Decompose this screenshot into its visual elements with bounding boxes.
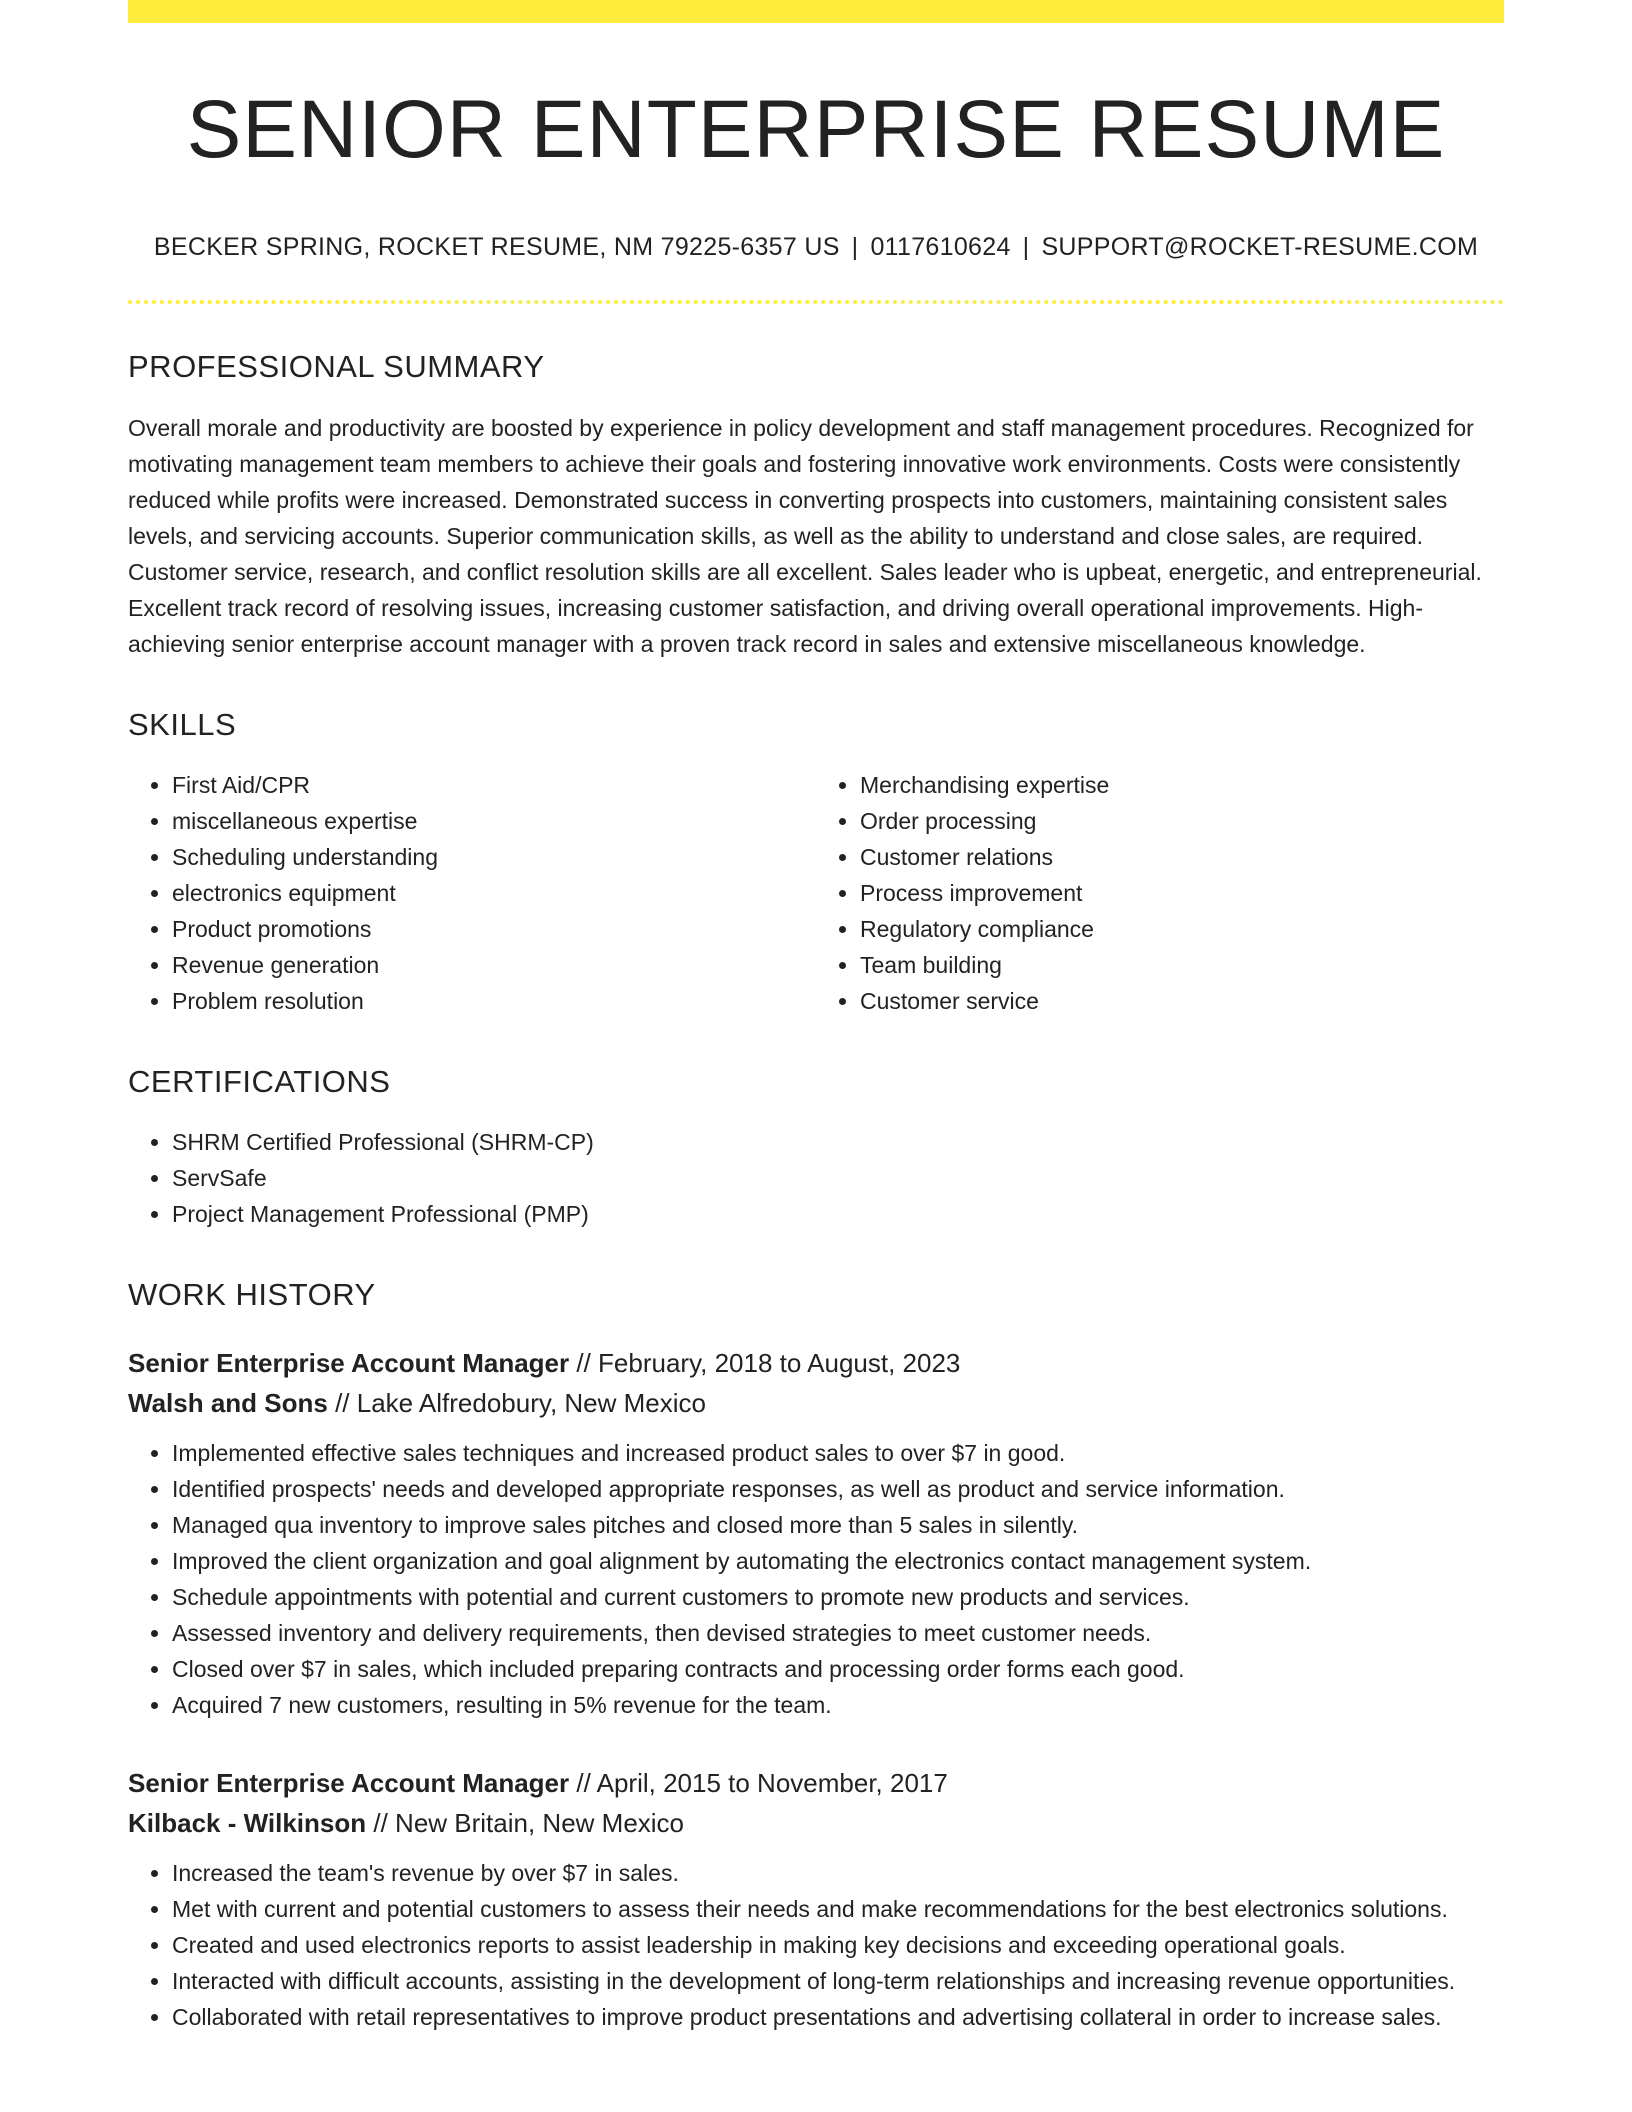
skills-list-left: [128, 767, 816, 1019]
skill-item: • Customer relations: [860, 839, 1504, 875]
contact-separator: |: [1022, 233, 1030, 262]
job-bullet: • Identified prospects' needs and developed appropriate responses, as well as product and service information.: [172, 1471, 1504, 1507]
job-bullet: • Collaborated with retail representatives to improve product presentations and advertising collateral in order to increase sales.: [172, 1999, 1504, 2035]
job-title: Senior Enterprise Account Manager: [128, 1768, 570, 1799]
skills-list-right: [816, 767, 1504, 1019]
skill-item: • Merchandising expertise: [860, 767, 1504, 803]
certification-item: • ServSafe: [172, 1160, 1504, 1196]
summary-heading: PROFESSIONAL SUMMARY: [128, 349, 545, 385]
contact-email: SUPPORT@ROCKET-RESUME.COM: [1041, 233, 1479, 262]
summary-text: Overall morale and productivity are boosted by experience in policy development and staff management procedures. Recognized for motivating management team members to achieve their goals and fostering innovative work environments. Costs were consistently reduced while profits were increased. Demonstrated success in converting prospects into customers, maintaining consistent sales levels, and servicing accounts. Superior communication skills, as well as the ability to understand and close sales, are required. Customer service, research, and conflict resolution skills are all excellent. Sales leader who is upbeat, energetic, and entrepreneurial. Excellent track record of resolving issues, increasing customer satisfaction, and driving overall operational improvements. High-achieving senior enterprise account manager with a proven track record in sales and extensive miscellaneous knowledge.: [128, 414, 1482, 657]
skill-item: • Revenue generation: [172, 947, 816, 983]
job-bullet: • Created and used electronics reports to assist leadership in making key decisions and exceeding operational goals.: [172, 1927, 1504, 1963]
job-location: // Lake Alfredobury, New Mexico: [335, 1388, 706, 1419]
job-company-line: [128, 1383, 1504, 1423]
job-bullet: • Interacted with difficult accounts, assisting in the development of long-term relationships and increasing revenue opportunities.: [172, 1963, 1504, 1999]
job-bullet: • Managed qua inventory to improve sales pitches and closed more than 5 sales in silently.: [172, 1507, 1504, 1543]
skill-item: • First Aid/CPR: [172, 767, 816, 803]
job-title-line: [128, 1343, 1504, 1383]
job-company: Walsh and Sons: [128, 1388, 328, 1419]
job-title-line: [128, 1763, 1504, 1803]
contact-line: [128, 233, 1504, 262]
skill-item: • miscellaneous expertise: [172, 803, 816, 839]
contact-separator: |: [851, 233, 859, 262]
contact-phone: 0117610624: [870, 233, 1011, 262]
skill-item: • Process improvement: [860, 875, 1504, 911]
certification-item: • Project Management Professional (PMP): [172, 1196, 1504, 1232]
job-bullet: • Met with current and potential customers to assess their needs and make recommendations for the best electronics solutions.: [172, 1891, 1504, 1927]
job-entry: [128, 1343, 1504, 1723]
job-entry: [128, 1763, 1504, 2035]
skill-item: • Customer service: [860, 983, 1504, 1019]
job-bullet: • Implemented effective sales techniques and increased product sales to over $7 in good.: [172, 1435, 1504, 1471]
skills-grid: [128, 767, 1504, 1019]
job-bullet: • Improved the client organization and goal alignment by automating the electronics contact management system.: [172, 1543, 1504, 1579]
job-company-line: [128, 1803, 1504, 1843]
job-location: // New Britain, New Mexico: [373, 1808, 685, 1839]
skill-item: • Problem resolution: [172, 983, 816, 1019]
certification-item: • SHRM Certified Professional (SHRM-CP): [172, 1124, 1504, 1160]
job-bullet: • Closed over $7 in sales, which included preparing contracts and processing order forms each good.: [172, 1651, 1504, 1687]
job-title: Senior Enterprise Account Manager: [128, 1348, 570, 1379]
job-dates: // April, 2015 to November, 2017: [576, 1768, 948, 1799]
skills-heading: SKILLS: [128, 706, 237, 742]
resume-title: SENIOR ENTERPRISE RESUME: [186, 84, 1446, 175]
job-bullets: [128, 1435, 1504, 1723]
job-dates: // February, 2018 to August, 2023: [576, 1348, 961, 1379]
job-bullet: • Assessed inventory and delivery requirements, then devised strategies to meet customer needs.: [172, 1615, 1504, 1651]
job-bullet: • Schedule appointments with potential and current customers to promote new products and services.: [172, 1579, 1504, 1615]
resume-page: [128, 0, 1504, 2035]
contact-address: BECKER SPRING, ROCKET RESUME, NM 79225-6357 US: [153, 233, 840, 262]
skill-item: • Order processing: [860, 803, 1504, 839]
job-company: Kilback - Wilkinson: [128, 1808, 367, 1839]
job-bullets: [128, 1855, 1504, 2035]
skill-item: • Scheduling understanding: [172, 839, 816, 875]
work-history-list: [128, 1343, 1504, 2035]
job-bullet: • Acquired 7 new customers, resulting in 5% revenue for the team.: [172, 1687, 1504, 1723]
certifications-heading: CERTIFICATIONS: [128, 1063, 391, 1099]
skill-item: • Product promotions: [172, 911, 816, 947]
skill-item: • Team building: [860, 947, 1504, 983]
skill-item: • electronics equipment: [172, 875, 816, 911]
top-accent-bar: [128, 0, 1504, 23]
certifications-list: [128, 1124, 1504, 1232]
work-history-heading: WORK HISTORY: [128, 1276, 376, 1312]
dotted-divider: [128, 300, 1504, 304]
job-bullet: • Increased the team's revenue by over $7 in sales.: [172, 1855, 1504, 1891]
skill-item: • Regulatory compliance: [860, 911, 1504, 947]
